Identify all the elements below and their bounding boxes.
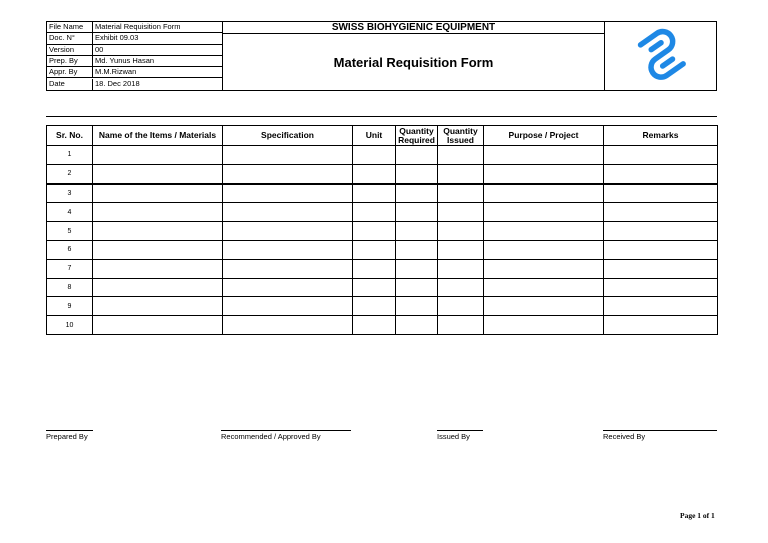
column-header-sr-no: Sr. No. — [47, 126, 93, 146]
meta-value: Exhibit 09.03 — [95, 33, 139, 43]
header-title-block — [223, 22, 605, 90]
meta-key: Prep. By — [49, 55, 78, 65]
signature-recommended-approved-by: Recommended / Approved By — [221, 430, 351, 444]
table-header-row — [47, 126, 718, 146]
column-header-quantity-required: Quantity Required — [396, 126, 438, 146]
sr-no-cell: 3 — [47, 184, 93, 203]
signature-received-by: Received By — [603, 430, 717, 444]
table-row — [47, 316, 718, 335]
column-header-quantity-issued: Quantity Issued — [438, 126, 484, 146]
table-row — [47, 222, 718, 241]
sr-no-cell: 4 — [47, 203, 93, 222]
meta-value: 18. Dec 2018 — [95, 78, 140, 88]
table-row — [47, 297, 718, 316]
meta-value: Md. Yunus Hasan — [95, 55, 155, 65]
sr-no-cell: 8 — [47, 278, 93, 297]
meta-value: 00 — [95, 44, 104, 54]
meta-row-approved-by — [47, 67, 222, 78]
meta-key: Date — [49, 78, 65, 88]
company-logo — [605, 22, 717, 90]
requisition-table — [46, 125, 718, 335]
signature-prepared-by: Prepared By — [46, 430, 93, 444]
sr-no-cell: 9 — [47, 297, 93, 316]
meta-key: Doc. N° — [49, 33, 75, 43]
sr-no-cell: 6 — [47, 240, 93, 259]
table-row — [47, 203, 718, 222]
column-header-remarks: Remarks — [604, 126, 718, 146]
table-row — [47, 259, 718, 278]
meta-row-version — [47, 45, 222, 56]
meta-value: Material Requisition Form — [95, 22, 181, 31]
meta-row-file-name — [47, 22, 222, 33]
sr-no-cell: 7 — [47, 259, 93, 278]
meta-row-prepared-by — [47, 56, 222, 67]
form-title: Material Requisition Form — [333, 55, 494, 70]
sr-no-cell: 2 — [47, 164, 93, 183]
meta-row-doc-no — [47, 33, 222, 44]
table-row — [47, 240, 718, 259]
table-row — [47, 146, 718, 165]
logo-icon — [633, 26, 693, 86]
meta-key: Appr. By — [49, 67, 78, 77]
meta-key: Version — [49, 44, 75, 54]
header-block — [46, 21, 717, 91]
meta-key: File Name — [49, 22, 84, 31]
table-row — [47, 184, 718, 203]
sr-no-cell: 5 — [47, 222, 93, 241]
document-meta-table — [47, 22, 223, 90]
meta-value: M.M.Rizwan — [95, 67, 137, 77]
table-row — [47, 164, 718, 183]
meta-row-date — [47, 79, 222, 90]
section-divider — [46, 116, 717, 117]
column-header-item-name: Name of the Items / Materials — [93, 126, 223, 146]
sr-no-cell: 1 — [47, 146, 93, 165]
company-name: SWISS BIOHYGIENIC EQUIPMENT — [223, 22, 604, 34]
sr-no-cell: 10 — [47, 316, 93, 335]
table-row — [47, 278, 718, 297]
column-header-purpose: Purpose / Project — [484, 126, 604, 146]
column-header-specification: Specification — [223, 126, 353, 146]
page-number: Page 1 of 1 — [680, 511, 715, 520]
signature-issued-by: Issued By — [437, 430, 483, 444]
column-header-unit: Unit — [353, 126, 396, 146]
